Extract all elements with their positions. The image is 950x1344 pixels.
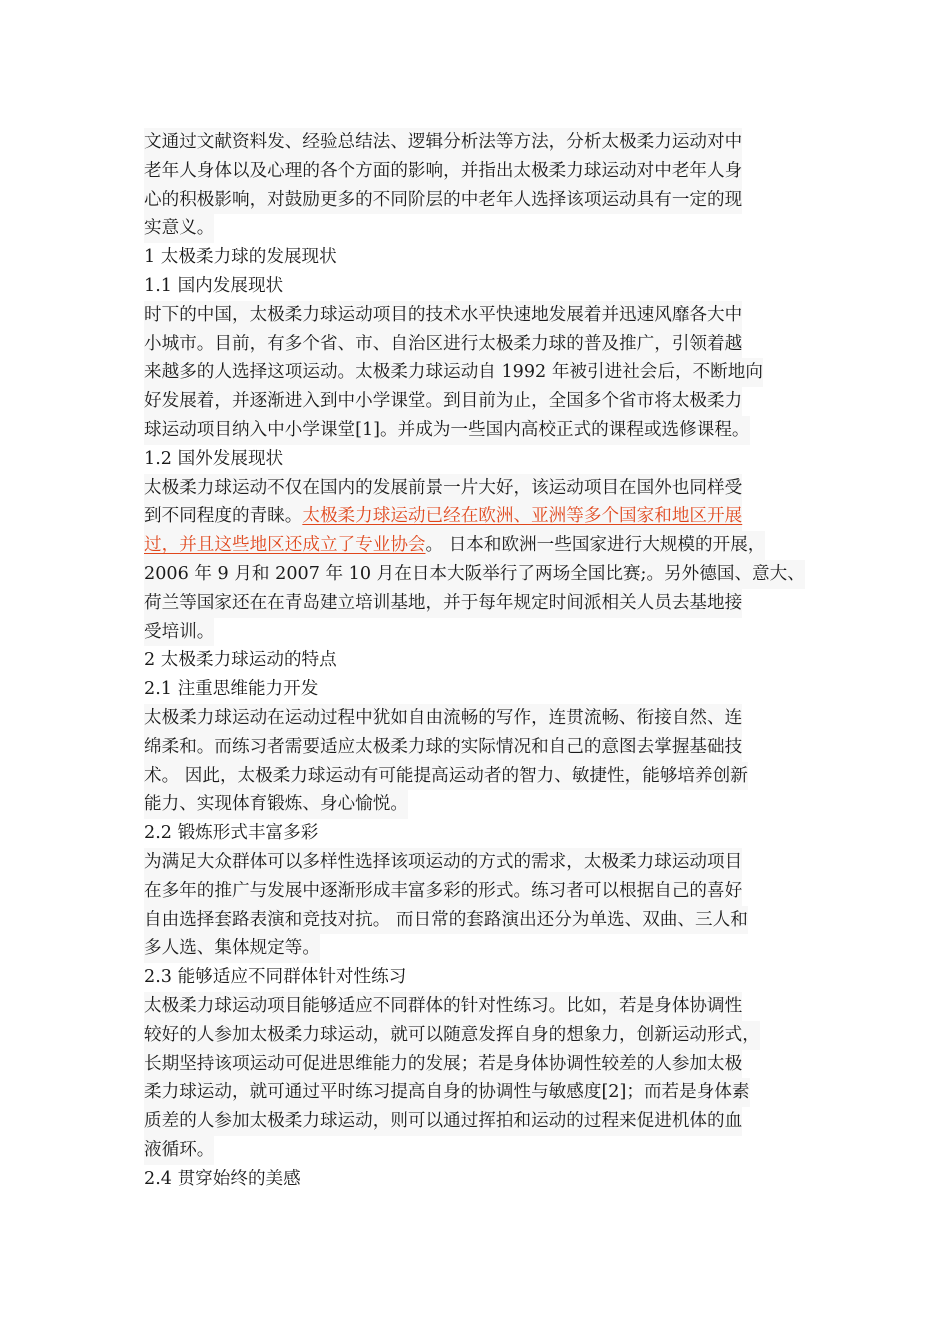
paragraph-line: 实意义。 [144, 214, 214, 243]
paragraph-line: 好发展着，并逐渐进入到中小学课堂。到目前为止，全国多个省市将太极柔力 [144, 387, 742, 416]
paragraph-line: 长期坚持该项运动可促进思维能力的发展；若是身体协调性较差的人参加太极 [144, 1050, 742, 1079]
paragraph-line: 为满足大众群体可以多样性选择该项运动的方式的需求，太极柔力球运动项目 [144, 848, 742, 877]
paragraph-line: 太极柔力球运动项目能够适应不同群体的针对性练习。比如，若是身体协调性 [144, 992, 742, 1021]
paragraph-line: 质差的人参加太极柔力球运动，则可以通过挥拍和运动的过程来促进机体的血 [144, 1107, 742, 1136]
paragraph-line: 能力、实现体育锻炼、身心愉悦。 [144, 790, 408, 819]
highlighted-link-part2[interactable]: 过，并且这些地区还成立了专业协会 [144, 535, 426, 556]
highlighted-link-part1[interactable]: 太极柔力球运动已经在欧洲、亚洲等多个国家和地区开展 [302, 506, 743, 527]
subsection-heading-1-2: 1.2 国外发展现状 [144, 448, 284, 469]
section-heading-1: 1 太极柔力球的发展现状 [144, 247, 337, 268]
paragraph-text: 到不同程度的青睐。 [144, 506, 303, 527]
paragraph-line [144, 502, 742, 531]
paragraph-line [144, 531, 765, 560]
subsection-heading-2-1: 2.1 注重思维能力开发 [144, 679, 319, 700]
paragraph-line: 较好的人参加太极柔力球运动，就可以随意发挥自身的想象力，创新运动形式， [144, 1021, 760, 1050]
paragraph-line: 球运动项目纳入中小学课堂[1]。并成为一些国内高校正式的课程或选修课程。 [144, 416, 750, 445]
paragraph-line: 2006 年 9 月和 2007 年 10 月在日本大阪举行了两场全国比赛;。另外德国、意大、 [144, 560, 805, 589]
subsection-heading-2-4: 2.4 贯穿始终的美感 [144, 1168, 301, 1189]
paragraph-line: 太极柔力球运动在运动过程中犹如自由流畅的写作，连贯流畅、衔接自然、连 [144, 704, 742, 733]
paragraph-line: 在多年的推广与发展中逐渐形成丰富多彩的形式。练习者可以根据自己的喜好 [144, 877, 742, 906]
paragraph-text: 。 日本和欧洲一些国家进行大规模的开展， [425, 535, 766, 556]
section-heading-2: 2 太极柔力球运动的特点 [144, 650, 337, 671]
document-body [144, 128, 824, 1193]
subsection-heading-2-2: 2.2 锻炼形式丰富多彩 [144, 823, 319, 844]
paragraph-line: 术。 因此，太极柔力球运动有可能提高运动者的智力、敏捷性，能够培养创新 [144, 762, 748, 791]
paragraph-line: 文通过文献资料发、经验总结法、逻辑分析法等方法，分析太极柔力运动对中 [144, 128, 742, 157]
paragraph-line: 太极柔力球运动不仅在国内的发展前景一片大好，该运动项目在国外也同样受 [144, 474, 742, 503]
paragraph-line: 来越多的人选择这项运动。太极柔力球运动自 1992 年被引进社会后，不断地向 [144, 358, 763, 387]
paragraph-line: 绵柔和。而练习者需要适应太极柔力球的实际情况和自己的意图去掌握基础技 [144, 733, 742, 762]
paragraph-line: 受培训。 [144, 618, 214, 647]
paragraph-line: 柔力球运动，就可通过平时练习提高自身的协调性与敏感度[2]；而若是身体素 [144, 1078, 750, 1107]
paragraph-line: 小城市。目前，有多个省、市、自治区进行太极柔力球的普及推广，引领着越 [144, 330, 742, 359]
paragraph-line: 荷兰等国家还在在青岛建立培训基地，并于每年规定时间派相关人员去基地接 [144, 589, 742, 618]
paragraph-line: 多人选、集体规定等。 [144, 934, 320, 963]
subsection-heading-2-3: 2.3 能够适应不同群体针对性练习 [144, 967, 407, 988]
paragraph-line: 心的积极影响，对鼓励更多的不同阶层的中老年人选择该项运动具有一定的现 [144, 186, 742, 215]
paragraph-line: 液循环。 [144, 1136, 214, 1165]
subsection-heading-1-1: 1.1 国内发展现状 [144, 275, 284, 296]
paragraph-line: 自由选择套路表演和竞技对抗。 而日常的套路演出还分为单选、双曲、三人和 [144, 906, 748, 935]
paragraph-line: 时下的中国，太极柔力球运动项目的技术水平快速地发展着并迅速风靡各大中 [144, 301, 742, 330]
paragraph-line: 老年人身体以及心理的各个方面的影响，并指出太极柔力球运动对中老年人身 [144, 157, 742, 186]
